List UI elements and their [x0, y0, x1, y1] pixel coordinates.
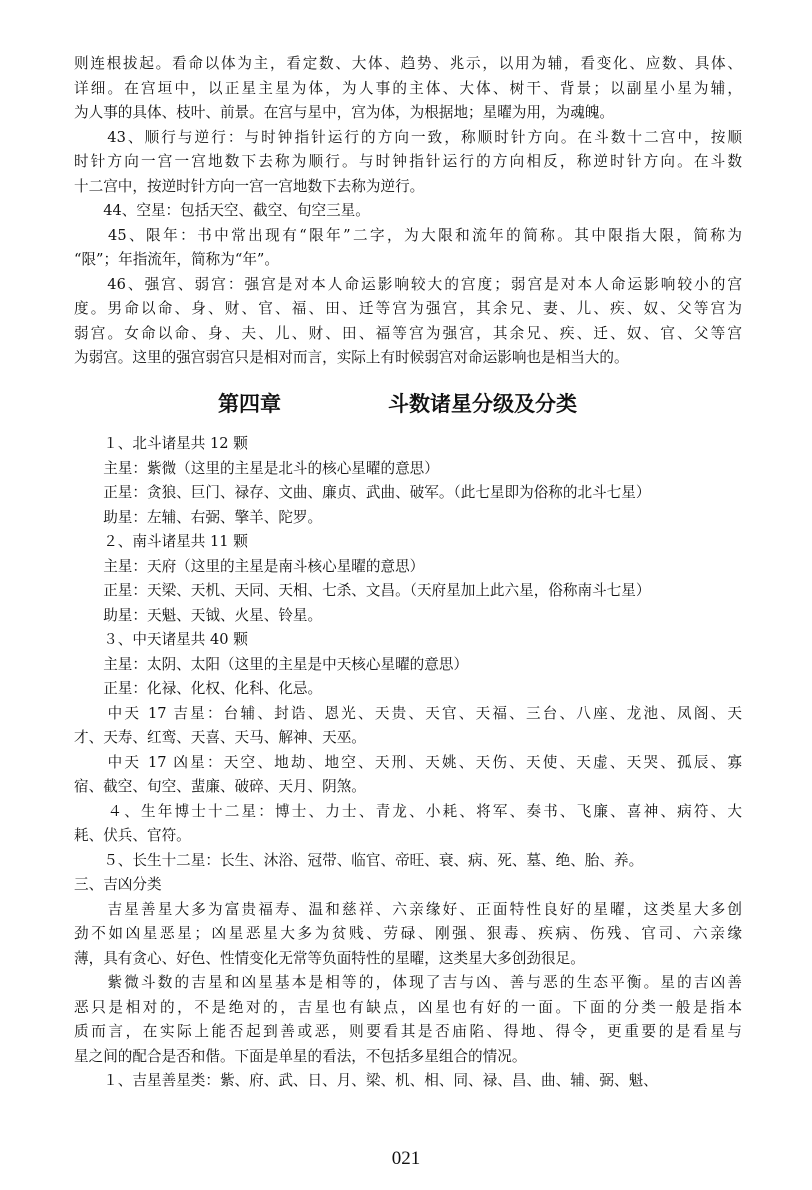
page-number: 021 — [391, 1148, 421, 1169]
text-line: 46、强宫、弱宫：强宫是对本人命运影响较大的宫度；弱宫是对本人命运影响较小的宫 — [74, 275, 742, 293]
text-line: 十二宫中，按逆时针方向一宫一宫地数下去称为逆行。 — [74, 177, 425, 195]
text-line: 详细。在宫垣中，以正星主星为体，为人事的主体、大体、树干、背景；以副星小星为辅， — [74, 79, 742, 97]
chapter-heading — [0, 386, 812, 422]
text-line: 44、空星：包括天空、截空、旬空三星。 — [74, 202, 370, 219]
text-line: 恶只是相对的，不是绝对的，吉星也有缺点，凶星也有好的一面。下面的分类一般是指本 — [74, 998, 742, 1016]
text-line: 43、顺行与逆行：与时钟指针运行的方向一致，称顺时针方向。在斗数十二宫中，按顺 — [74, 128, 742, 146]
text-line: 弱宫。女命以命、身、夫、儿、财、田、福等宫为强宫，其余兄、疾、迁、奴、官、父等宫 — [74, 324, 742, 342]
text-line: ２、南斗诸星共 11 颗 — [74, 533, 248, 550]
text-line: ５、长生十二星：长生、沐浴、冠带、临官、帝旺、衰、病、死、墓、绝、胎、养。 — [74, 851, 644, 869]
text-line: ４、生年博士十二星：博士、力士、青龙、小耗、将军、奏书、飞廉、喜神、病符、大 — [74, 802, 742, 820]
top-text-block — [74, 52, 742, 371]
text-line: “限”；年指流年，简称为“年”。 — [74, 251, 279, 268]
text-line: 则连根拔起。看命以体为主，看定数、大体、趋势、兆示，以用为辅，看变化、应数、具体、 — [74, 55, 742, 72]
chapter-number: 第四章 — [218, 392, 281, 416]
text-line: 主星：天府（这里的主星是南斗核心星曜的意思） — [74, 557, 425, 575]
text-line: ３、中天诸星共 40 颗 — [74, 631, 248, 648]
text-line: 才、天寿、红鸾、天喜、天马、解神、天巫。 — [74, 729, 366, 746]
text-line: 正星：化禄、化权、化科、化忌。 — [74, 680, 323, 697]
text-line: 三、吉凶分类 — [74, 876, 162, 893]
text-line: 45、限年：书中常出现有“限年”二字，为大限和流年的简称。其中限指大限，简称为 — [74, 226, 742, 244]
text-line: 星之间的配合是否和偕。下面是单星的看法，不包括多星组合的情况。 — [74, 1047, 527, 1065]
text-line: 助星：天魁、天钺、火星、铃星。 — [74, 606, 323, 624]
text-line: 度。男命以命、身、财、官、福、田、迁等宫为强宫，其余兄、妻、儿、疾、奴、父等宫为 — [74, 300, 742, 317]
text-line: 正星：贪狼、巨门、禄存、文曲、廉贞、武曲、破军。（此七星即为俗称的北斗七星） — [74, 484, 651, 501]
chapter-title: 斗数诸星分级及分类 — [388, 392, 577, 416]
text-line: 助星：左辅、右弼、擎羊、陀罗。 — [74, 508, 323, 526]
text-line: 中天 17 吉星：台辅、封诰、恩光、天贵、天官、天福、三台、八座、龙池、凤阁、天 — [74, 704, 742, 722]
text-line: １、北斗诸星共 12 颗 — [74, 435, 248, 452]
text-line: 时针方向一宫一宫地数下去称为顺行。与时钟指针运行的方向相反，称逆时针方向。在斗数 — [74, 153, 742, 170]
text-line: 吉星善星大多为富贵福寿、温和慈祥、六亲缘好、正面特性良好的星曜，这类星大多创 — [74, 900, 742, 918]
text-line: 劲不如凶星恶星；凶星恶星大多为贫贱、劳碌、刚强、狠毒、疾病、伤残、官司、六亲缘 — [74, 925, 742, 942]
text-line: 耗、伏兵、官符。 — [74, 827, 191, 844]
text-line: 为弱宫。这里的强宫弱宫只是相对而言，实际上有时候弱宫对命运影响也是相当大的。 — [74, 349, 629, 366]
text-line: 正星：天梁、天机、天同、天相、七杀、文昌。（天府星加上此六星，俗称南斗七星） — [74, 582, 651, 599]
text-line: 主星：太阴、太阳（这里的主星是中天核心星曜的意思） — [74, 655, 469, 673]
text-line: 质而言，在实际上能否起到善或恶，则要看其是否庙陷、得地、得令，更重要的是看星与 — [74, 1023, 742, 1040]
text-line: 主星：紫微（这里的主星是北斗的核心星曜的意思） — [74, 459, 439, 477]
text-line: 紫微斗数的吉星和凶星基本是相等的，体现了吉与凶、善与恶的生态平衡。星的吉凶善 — [74, 974, 742, 991]
text-line: 中天 17 凶星：天空、地劫、地空、天刑、天姚、天伤、天使、天虚、天哭、孤辰、寡 — [74, 753, 742, 771]
text-line: 宿、截空、旬空、蜚廉、破碎、天月、阴煞。 — [74, 778, 366, 795]
text-line: 薄，具有贪心、好色、性情变化无常等负面特性的星曜，这类星大多创劲很足。 — [74, 949, 585, 967]
text-line: 为人事的具体、枝叶、前景。在宫与星中，宫为体，为根据地；星曜为用，为魂魄。 — [74, 104, 614, 121]
bottom-text-block — [74, 432, 742, 1094]
text-line: １、吉星善星类：紫、府、武、日、月、梁、机、相、同、禄、昌、曲、辅、弼、魁、 — [74, 1072, 658, 1089]
